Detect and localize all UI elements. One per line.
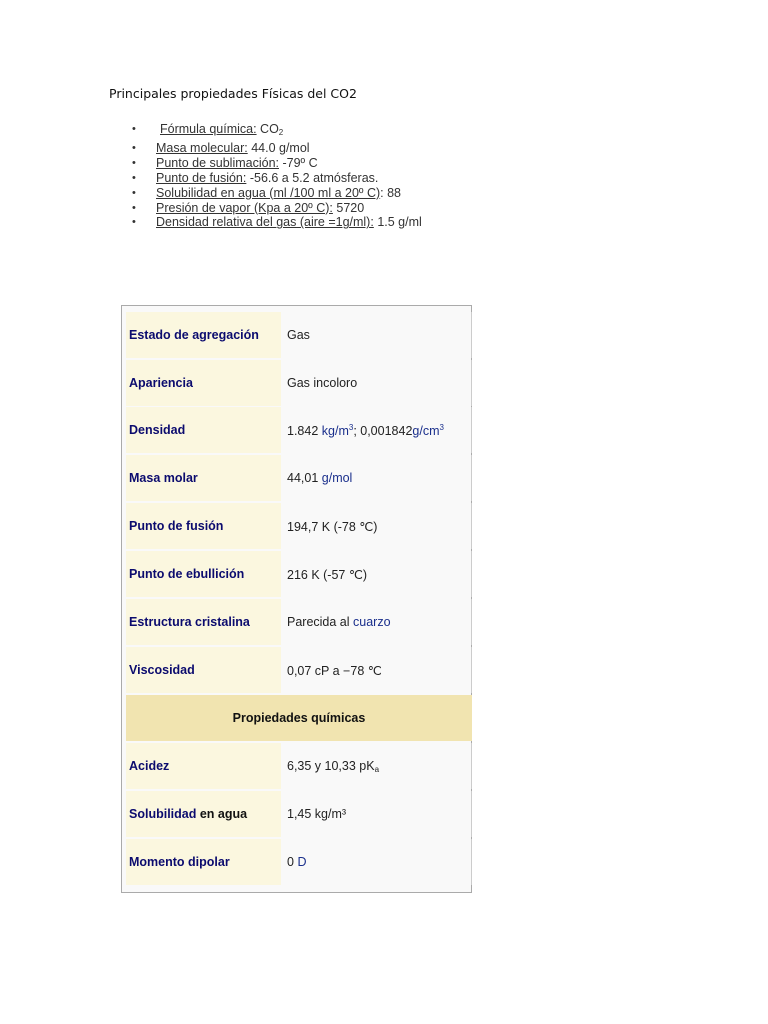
property-value: $CO_2$ bbox=[260, 122, 284, 137]
property-key: Fórmula química: bbox=[160, 122, 257, 136]
property-value: -79º C bbox=[282, 155, 318, 170]
row-label: Solubilidad en agua bbox=[126, 791, 281, 837]
g-per-cm3-link[interactable]: $g/cm^3$ bbox=[412, 422, 444, 438]
row-value: 0,07 cP a −78 ℃ bbox=[283, 647, 472, 693]
list-item bbox=[132, 141, 422, 156]
property-key: Presión de vapor (Kpa a 20º C): bbox=[156, 200, 333, 215]
row-value: 194,7 K (-78 ℃) bbox=[283, 503, 472, 549]
kg-per-m3-link[interactable]: $kg/m^3$ bbox=[321, 422, 354, 438]
row-label: Estado de agregación bbox=[126, 312, 281, 358]
property-value: 5720 bbox=[336, 200, 365, 215]
row-value: 1.842 $kg/m^3$; $0,001842g/cm^3$ bbox=[283, 407, 472, 453]
property-key: Punto de sublimación: bbox=[156, 155, 279, 170]
section-header: Propiedades químicas bbox=[126, 695, 472, 741]
row-value: 1,45 kg/m³ bbox=[283, 791, 472, 837]
row-label: Punto de fusión bbox=[126, 503, 281, 549]
infobox-table bbox=[121, 305, 472, 893]
bullet-icon: • bbox=[132, 186, 136, 199]
cuarzo-link[interactable]: cuarzo bbox=[353, 615, 391, 629]
table-row bbox=[126, 312, 472, 358]
table-row bbox=[126, 791, 472, 837]
row-label: Viscosidad bbox=[126, 647, 281, 693]
row-label: Masa molar bbox=[126, 455, 281, 501]
table-row bbox=[126, 839, 472, 885]
list-item bbox=[132, 122, 422, 141]
row-label: Momento dipolar bbox=[126, 839, 281, 885]
property-value: -56.6 a 5.2 atmósferas. bbox=[249, 170, 379, 185]
list-item bbox=[132, 171, 422, 186]
row-value: 6,35 y 10,33 $pK_a$ bbox=[283, 743, 472, 789]
table-row bbox=[126, 647, 472, 693]
bullet-icon: • bbox=[132, 201, 136, 214]
table-row bbox=[126, 503, 472, 549]
property-key: Solubilidad en agua (ml /100 ml a 20º C) bbox=[156, 185, 381, 200]
property-key: Densidad relativa del gas (aire =1g/ml): bbox=[156, 215, 374, 230]
debye-link[interactable]: D bbox=[297, 855, 307, 869]
page-title: Principales propiedades Físicas del CO2 bbox=[109, 86, 357, 101]
row-value: Gas incoloro bbox=[283, 360, 472, 406]
table-row bbox=[126, 360, 472, 406]
row-label: Densidad bbox=[126, 407, 281, 453]
properties-list bbox=[132, 122, 422, 230]
list-item bbox=[132, 215, 422, 230]
bullet-icon: • bbox=[132, 216, 136, 229]
property-value: 1.5 g/ml bbox=[377, 215, 422, 230]
table-row bbox=[126, 743, 472, 789]
g-per-mol-link[interactable]: g/mol bbox=[321, 471, 353, 485]
property-key: Masa molecular: bbox=[156, 140, 248, 155]
list-item bbox=[132, 186, 422, 201]
row-value: 0 D bbox=[283, 839, 472, 885]
row-value: 216 K (-57 ℃) bbox=[283, 551, 472, 597]
table-row bbox=[126, 455, 472, 501]
solubilidad-link[interactable]: Solubilidad bbox=[129, 807, 197, 821]
row-value: Parecida al cuarzo bbox=[283, 599, 472, 645]
table-row bbox=[126, 407, 472, 453]
bullet-icon: • bbox=[132, 123, 136, 135]
property-value: : 88 bbox=[380, 185, 401, 200]
bullet-icon: • bbox=[132, 171, 136, 184]
bullet-icon: • bbox=[132, 141, 136, 154]
property-value: 44.0 g/mol bbox=[251, 140, 310, 155]
bullet-icon: • bbox=[132, 156, 136, 169]
list-item bbox=[132, 156, 422, 171]
list-item bbox=[132, 201, 422, 216]
row-label: Apariencia bbox=[126, 360, 281, 406]
row-value: Gas bbox=[283, 312, 472, 358]
row-value: 44,01 g/mol bbox=[283, 455, 472, 501]
row-label: Estructura cristalina bbox=[126, 599, 281, 645]
table-row bbox=[126, 599, 472, 645]
property-key: Punto de fusión: bbox=[156, 170, 247, 185]
table-row bbox=[126, 551, 472, 597]
row-label: Punto de ebullición bbox=[126, 551, 281, 597]
row-label: Acidez bbox=[126, 743, 281, 789]
